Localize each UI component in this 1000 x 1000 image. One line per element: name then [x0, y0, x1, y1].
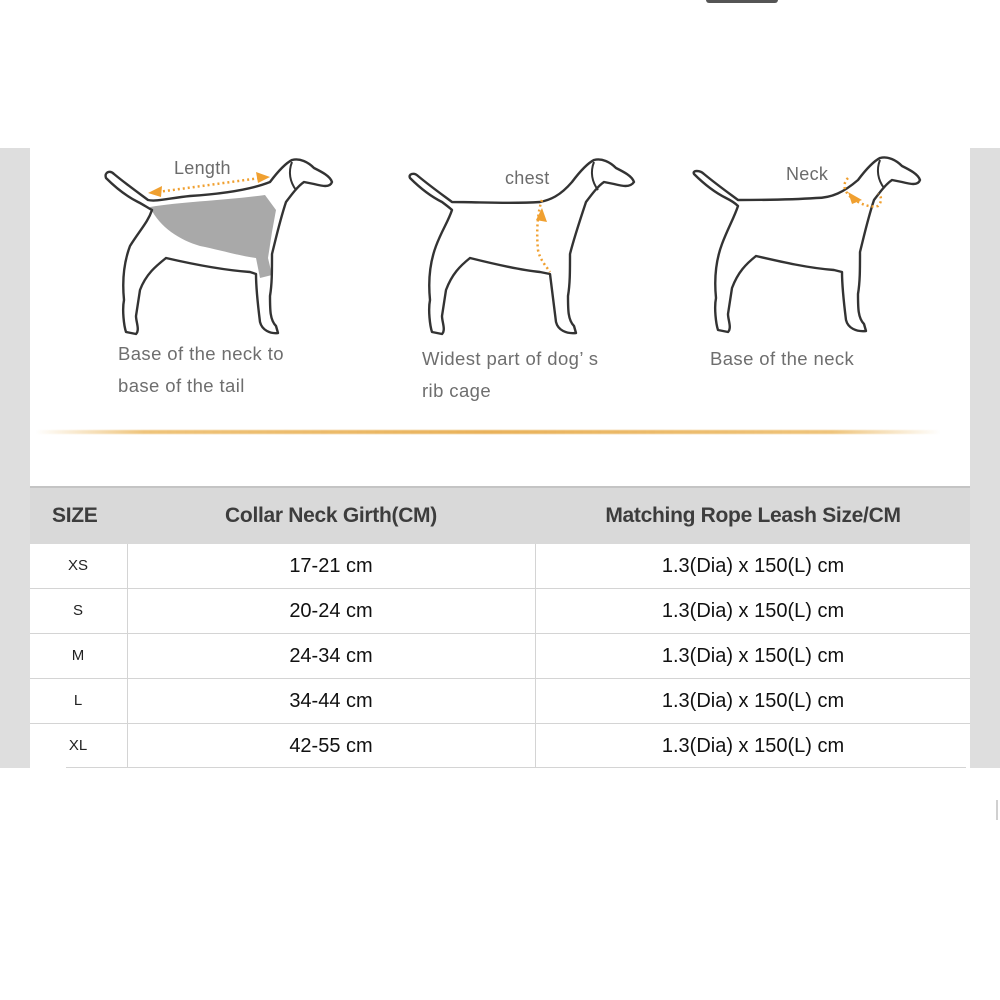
cell-size: L — [73, 692, 83, 709]
figure-neck — [688, 150, 938, 380]
cell-leash: 1.3(Dia) x 150(L) cm — [661, 555, 845, 577]
table-row — [30, 589, 970, 634]
length-caption-line-1: Base of the neck to — [118, 343, 284, 364]
orange-divider-line — [36, 430, 940, 434]
dog-length-illustration-icon — [100, 150, 350, 350]
chest-label: chest — [505, 168, 550, 188]
cell-girth: 24-34 cm — [289, 645, 373, 667]
cell-girth: 42-55 cm — [289, 735, 373, 757]
table-row — [30, 679, 970, 724]
edge-mark — [996, 800, 998, 820]
cell-leash: 1.3(Dia) x 150(L) cm — [661, 735, 845, 757]
table-bottom-border — [66, 767, 966, 768]
chest-caption-line-2: rib cage — [422, 380, 492, 401]
table-row — [30, 724, 970, 769]
cell-leash: 1.3(Dia) x 150(L) cm — [661, 645, 845, 667]
cell-size: XS — [67, 557, 88, 574]
size-table-header — [30, 486, 970, 544]
figure-length — [100, 150, 350, 400]
cell-girth: 17-21 cm — [289, 555, 373, 577]
cell-leash: 1.3(Dia) x 150(L) cm — [661, 600, 845, 622]
cell-leash: 1.3(Dia) x 150(L) cm — [661, 690, 845, 712]
chest-caption-line-1: Widest part of dog’ s — [422, 348, 599, 369]
column-divider — [127, 544, 128, 768]
top-blank-area — [0, 0, 1000, 148]
column-divider — [535, 544, 536, 768]
length-caption-line-2: base of the tail — [118, 375, 245, 396]
cell-size: S — [72, 602, 83, 619]
header-collar-neck-girth: Collar Neck Girth(CM) — [225, 504, 437, 527]
cell-size: M — [71, 647, 85, 664]
neck-caption-line-1: Base of the neck — [710, 348, 855, 369]
cell-girth: 20-24 cm — [289, 600, 373, 622]
table-row — [30, 544, 970, 589]
header-size: SIZE — [52, 504, 98, 527]
neck-label: Neck — [786, 164, 829, 184]
cell-size: XL — [68, 737, 88, 754]
length-label: Length — [174, 158, 231, 178]
table-row — [30, 634, 970, 679]
top-tab-marker — [706, 0, 778, 3]
figure-chest — [400, 150, 660, 410]
cell-girth: 34-44 cm — [289, 690, 373, 712]
header-rope-leash-size: Matching Rope Leash Size/CM — [605, 504, 901, 527]
